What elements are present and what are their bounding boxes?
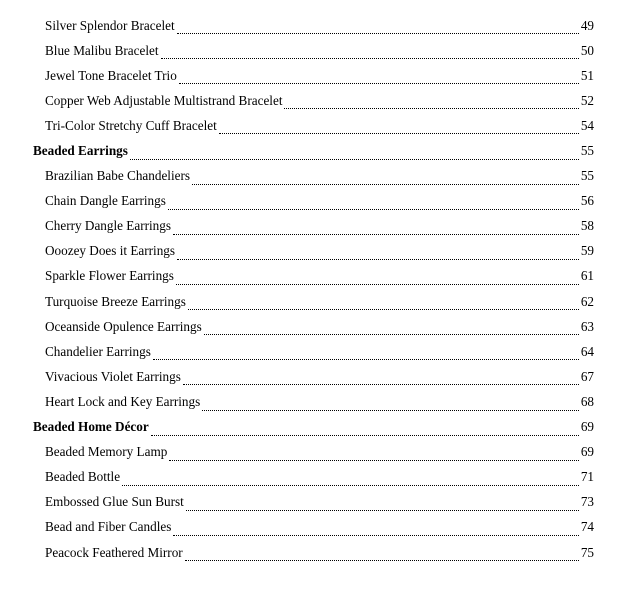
dot-leader xyxy=(151,434,579,436)
dot-leader xyxy=(122,484,579,486)
toc-entry-title: Vivacious Violet Earrings xyxy=(45,368,181,384)
toc-entry-title: Beaded Memory Lamp xyxy=(45,444,168,460)
toc-entry-title: Copper Web Adjustable Multistrand Bracelet xyxy=(45,92,283,108)
dot-leader xyxy=(153,358,579,360)
toc-section-page: 69 xyxy=(580,419,594,435)
toc-entry[interactable] xyxy=(0,38,594,63)
toc-entry[interactable] xyxy=(0,264,594,289)
toc-entry[interactable] xyxy=(0,214,594,239)
dot-leader xyxy=(168,208,579,210)
toc-section[interactable] xyxy=(0,415,594,440)
toc-entry-title: Chandelier Earrings xyxy=(45,343,151,359)
toc-entry-page: 59 xyxy=(580,243,594,259)
toc-entry-page: 62 xyxy=(580,293,594,309)
dot-leader xyxy=(176,283,579,285)
dot-leader xyxy=(183,383,579,385)
dot-leader xyxy=(177,32,579,34)
toc-entry-page: 67 xyxy=(580,368,594,384)
toc-entry-title: Silver Splendor Bracelet xyxy=(45,17,175,33)
dot-leader xyxy=(284,107,578,109)
toc-entry[interactable] xyxy=(0,440,594,465)
dot-leader xyxy=(192,183,579,185)
toc-entry-page: 71 xyxy=(580,469,594,485)
toc-entry[interactable] xyxy=(0,289,594,314)
toc-entry-title: Jewel Tone Bracelet Trio xyxy=(45,67,177,83)
dot-leader xyxy=(179,82,579,84)
dot-leader xyxy=(219,132,579,134)
toc-entry-page: 52 xyxy=(580,92,594,108)
toc-entry-page: 64 xyxy=(580,343,594,359)
toc-entry[interactable] xyxy=(0,88,594,113)
toc-section[interactable] xyxy=(0,138,594,163)
toc-entry-title: Blue Malibu Bracelet xyxy=(45,42,159,58)
toc-entry[interactable] xyxy=(0,389,594,414)
dot-leader xyxy=(169,459,578,461)
toc-entry-page: 68 xyxy=(580,393,594,409)
dot-leader xyxy=(204,333,579,335)
toc-entry-title: Brazilian Babe Chandeliers xyxy=(45,168,191,184)
toc-entry-title: Embossed Glue Sun Burst xyxy=(45,494,184,510)
dot-leader xyxy=(173,233,579,235)
toc-entry[interactable] xyxy=(0,540,594,565)
toc-entry-title: Chain Dangle Earrings xyxy=(45,193,166,209)
toc-entry[interactable] xyxy=(0,164,594,189)
toc-entry-page: 75 xyxy=(580,544,594,560)
toc-entry-title: Bead and Fiber Candles xyxy=(45,519,172,535)
toc-entry[interactable] xyxy=(0,490,594,515)
toc-section-title: Beaded Home Décor xyxy=(33,419,149,435)
dot-leader xyxy=(185,559,579,561)
toc-entry-title: Sparkle Flower Earrings xyxy=(45,268,174,284)
toc-entry-page: 58 xyxy=(580,218,594,234)
toc-entry[interactable] xyxy=(0,63,594,88)
table-of-contents xyxy=(0,13,624,565)
toc-section-title: Beaded Earrings xyxy=(33,143,128,159)
dot-leader xyxy=(177,258,579,260)
dot-leader xyxy=(202,409,579,411)
toc-entry-page: 55 xyxy=(580,168,594,184)
toc-entry[interactable] xyxy=(0,314,594,339)
toc-entry[interactable] xyxy=(0,515,594,540)
toc-entry-page: 61 xyxy=(580,268,594,284)
toc-entry-title: Cherry Dangle Earrings xyxy=(45,218,171,234)
toc-entry-page: 73 xyxy=(580,494,594,510)
toc-entry-title: Oceanside Opulence Earrings xyxy=(45,318,202,334)
dot-leader xyxy=(161,57,579,59)
toc-entry-page: 51 xyxy=(580,67,594,83)
dot-leader xyxy=(188,308,579,310)
toc-entry-page: 56 xyxy=(580,193,594,209)
dot-leader xyxy=(186,509,579,511)
toc-entry-title: Ooozey Does it Earrings xyxy=(45,243,176,259)
toc-entry-title: Beaded Bottle xyxy=(45,469,121,485)
toc-section-page: 55 xyxy=(580,143,594,159)
toc-entry[interactable] xyxy=(0,339,594,364)
toc-entry[interactable] xyxy=(0,239,594,264)
toc-entry-page: 74 xyxy=(580,519,594,535)
toc-entry[interactable] xyxy=(0,113,594,138)
toc-entry-page: 63 xyxy=(580,318,594,334)
toc-entry-page: 54 xyxy=(580,117,594,133)
toc-entry[interactable] xyxy=(0,13,594,38)
toc-entry-page: 50 xyxy=(580,42,594,58)
toc-entry-title: Peacock Feathered Mirror xyxy=(45,544,183,560)
toc-entry-title: Tri-Color Stretchy Cuff Bracelet xyxy=(45,117,217,133)
toc-entry[interactable] xyxy=(0,364,594,389)
toc-entry[interactable] xyxy=(0,189,594,214)
dot-leader xyxy=(130,158,579,160)
toc-entry-page: 49 xyxy=(580,17,594,33)
toc-entry-title: Turquoise Breeze Earrings xyxy=(45,293,186,309)
toc-entry-title: Heart Lock and Key Earrings xyxy=(45,393,201,409)
toc-entry[interactable] xyxy=(0,465,594,490)
dot-leader xyxy=(173,534,578,536)
toc-entry-page: 69 xyxy=(580,444,594,460)
